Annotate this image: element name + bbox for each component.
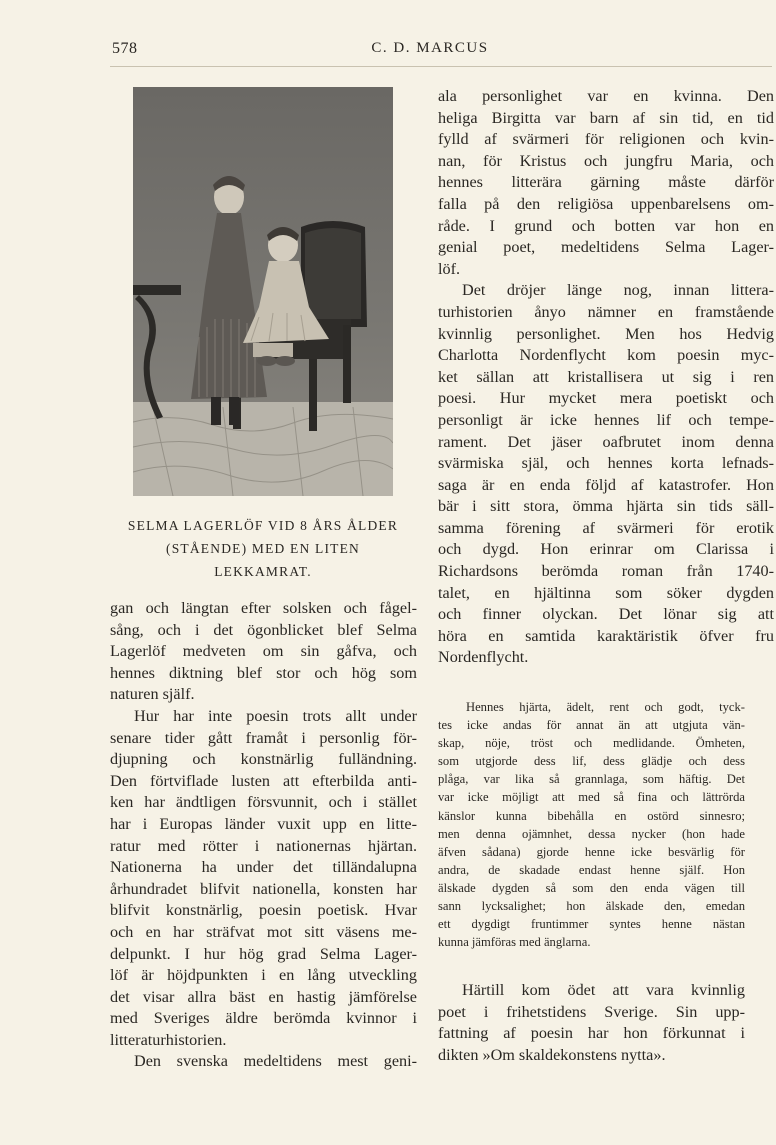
text-line: Det dröjer länge nog, innan littera- (462, 281, 774, 300)
text-line: har i Europas länder vuxit upp en litte- (110, 814, 417, 833)
caption-line: LEKKAMRAT. (214, 564, 312, 579)
caption-line: SELMA LAGERLÖF VID 8 ÅRS ÅLDER (127, 518, 399, 533)
quote-line: skap, nöje, tröst och medlidande. Ömheten, (438, 736, 745, 751)
figure-caption (112, 514, 414, 583)
text-line: ratur med rötter i nationernas hjärtan. (110, 836, 417, 855)
text-line: Lagerlöf medveten om sin gåfva, och (110, 642, 417, 661)
text-line: Härtill kom ödet att vara kvinnlig (462, 981, 745, 999)
text-line: det visar allra bäst en hastig jämförelse (110, 987, 417, 1006)
text-line: genial poet, medeltidens Selma Lager- (438, 238, 774, 257)
text-line: fylld af svärmeri för religionen och kvin- (438, 130, 774, 149)
text-line: ken har ändtligen försvunnit, och i stället (110, 793, 417, 812)
quote-line: var icke möjligt att med så fina och lättrörda (438, 790, 745, 805)
text-line: nan, för Kristus och jungfru Maria, och (438, 151, 774, 170)
text-line: gan och längtan efter solsken och fågel- (110, 599, 417, 617)
text-line: Den svenska medeltidens mest geni- (134, 1052, 417, 1071)
text-line: och en har sträfvat mot sitt väsens me- (110, 922, 417, 941)
text-line: rament. Det jäser oafbrutet inom denna (438, 432, 774, 451)
text-line: århundradet blifvit nationella, konsten har (110, 879, 417, 898)
quote-line: äfven sådana) gjorde henne icke besvärlig för (438, 844, 745, 859)
page-number: 578 (112, 40, 138, 57)
text-line: samma förening af svärmeri för erotik (438, 518, 774, 537)
header-rule (110, 66, 772, 67)
right-column-text (438, 86, 774, 669)
text-line: Nordenflycht. (438, 648, 529, 667)
text-line: hennes litterära gärning måste därför (438, 173, 774, 192)
text-line: blifvit konstnärlig, poesin poetisk. Hvar (110, 901, 417, 920)
text-line: ket sällan att kristallisera ut sig i ren (438, 367, 774, 386)
text-line: ala personlighet var en kvinna. Den (438, 87, 774, 105)
text-line: Hur har inte poesin trots allt under (134, 706, 417, 725)
text-line: delpunkt. I hur hög grad Selma Lager- (110, 944, 417, 963)
text-line: råde. I grund och botten var hon en (438, 216, 774, 235)
text-line: turhistorien ånyo nämner en framstående (438, 302, 774, 321)
right-column-closing-text (438, 980, 745, 1066)
caption-line: (STÅENDE) MED EN LITEN (166, 541, 360, 556)
left-column-text (110, 598, 417, 1073)
photograph (133, 87, 393, 496)
photo-illustration (133, 87, 393, 496)
quote-line: andra, de skadade endast henne själf. Hon (438, 862, 745, 877)
quote-line: som utgjorde dess lif, dess glädje och dess (438, 754, 745, 769)
text-line: talet, en hjältinna som söker dygden (438, 583, 774, 602)
quote-line: men denna ojämnhet, dessa nycker (hon hade (438, 826, 745, 841)
text-line: personligt är icke hennes lif och tempe- (438, 410, 774, 429)
quote-line: ett dygdigt fruntimmer syntes henne nästan (438, 917, 745, 932)
quote-line: älskade dygden så som den enda vägen till (438, 880, 745, 895)
text-line: och finner olyckan. Det lönar sig att (438, 605, 774, 624)
text-line: hennes diktning blef stor och hög som (110, 663, 417, 682)
quote-line: sann lycksalighet; hon älskade den, emedan (438, 899, 745, 914)
text-line: löf. (438, 259, 461, 278)
text-line: och dygd. Hon erinrar om Clarissa i (438, 540, 774, 559)
text-line: svärmiska själ, och hennes korta lefnads- (438, 454, 774, 473)
text-line: poet i frihetstidens Sverige. Sin upp- (438, 1002, 745, 1021)
quote-line: plåga, var lika så grannlaga, som häftig. Det (438, 772, 745, 787)
quote-line: kunna jämföras med änglarna. (438, 935, 591, 950)
text-line: Richardsons berömda roman från 1740- (438, 562, 774, 581)
text-line: poesi. Hur mycket mera poetiskt och (438, 389, 774, 408)
quote-line: tes icke andas för annat än att utgjuta vän- (438, 718, 745, 733)
text-line: sång, och i det ögonblicket blef Selma (110, 620, 417, 639)
quotation-block (438, 698, 745, 951)
text-line: dikten »Om skaldekonstens nytta». (438, 1045, 666, 1064)
text-line: kvinnlig personlighet. Men hos Hedvig (438, 324, 774, 343)
text-line: heliga Birgitta var barn af sin tid, en tid (438, 108, 774, 127)
text-line: med Sveriges äldre berömda kvinnor i (110, 1009, 417, 1028)
quote-line: känslor kunna bibehålla en ostörd sinnesro; (438, 808, 745, 823)
text-line: djupning och konstnärlig fulländning. (110, 750, 417, 769)
text-line: Den förtviflade lusten att efterbilda anti- (110, 771, 417, 790)
quote-line: Hennes hjärta, ädelt, rent och godt, tyck- (466, 700, 745, 714)
text-line: Nationerna ha under det tilländalupna (110, 858, 417, 877)
text-line: litteraturhistorien. (110, 1030, 227, 1049)
text-line: höra en samtida karaktäristik öfver fru (438, 626, 774, 645)
text-line: falla på den religiösa uppenbarelsens om- (438, 194, 774, 213)
running-title: C. D. MARCUS (371, 40, 489, 56)
text-line: naturen själf. (110, 685, 195, 704)
text-line: saga är en enda följd af katastrofer. Hon (438, 475, 774, 494)
text-line: senare tider gått framåt i personlig för- (110, 728, 417, 747)
text-line: bär i sitt stora, ömma hjärta sin tids säll- (438, 497, 774, 516)
text-line: löf är höjdpunkten i en lång utveckling (110, 966, 417, 985)
text-line: fattning af poesin har hon förkunnat i (438, 1024, 745, 1043)
text-line: Charlotta Nordenflycht kom poesin myc- (438, 346, 774, 365)
